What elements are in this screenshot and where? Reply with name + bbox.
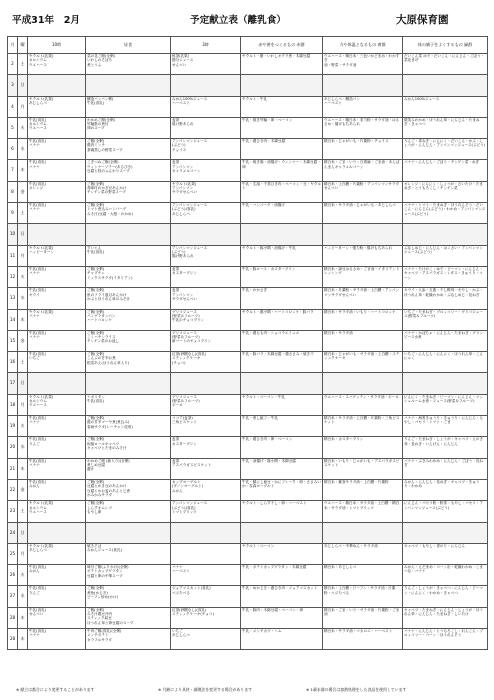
- yellow-group-cell: [323, 224, 403, 245]
- snack-10-cell: 牛乳(食乳) バナナ: [28, 416, 86, 437]
- yellow-group-cell: 精白米・じゃがいも・サラダ油・上白糖・スティックケーキ: [323, 352, 403, 373]
- green-group-cell: ぶなしめじ・にんじん・はくさい・アンパンマンジュース(ぶどう): [403, 245, 488, 266]
- snack-10-cell: 牛乳(食乳) カルシウム ウエハース: [28, 117, 86, 138]
- table-row: [8, 629, 488, 650]
- day-cell: 2: [8, 54, 18, 75]
- table-row: [8, 416, 488, 437]
- weekday-cell: 水: [18, 586, 28, 607]
- green-group-cell: キャベツ・もやし・青のり・にんじん: [403, 543, 488, 564]
- green-group-cell: みかん・えだまめ・コーン缶・乾燥わかめ・こまつな・バナナ: [403, 565, 488, 586]
- lunch-cell: [86, 522, 171, 543]
- red-group-cell: 牛乳・焼き竹輪・卵・ベーコン: [241, 117, 323, 138]
- table-row: [8, 288, 488, 309]
- yellow-group-cell: 精白米・じゃがいも・片栗粉・チョイス: [323, 139, 403, 160]
- snack-10-cell: 牛乳(食乳) せんべい: [28, 607, 86, 628]
- red-group-cell: ヤクルト・鶏小間・ハートコロッケ・豚バラ: [241, 309, 323, 330]
- snack-3-cell: 紅茶(砂糖なし)(食乳) スティックケーキ (チョコ): [171, 352, 241, 373]
- lunch-cell: ご飯(全粥) 香味付わかぎ豆あんかけ チンゲン菜の野菜スープ: [86, 181, 171, 202]
- weekday-cell: 土: [18, 203, 28, 224]
- snack-10-cell: ヤクルト(乳果) カルシウム ウエハース: [28, 394, 86, 415]
- day-cell: 7: [8, 160, 18, 181]
- table-row: [8, 96, 488, 117]
- weekday-cell: 月: [18, 96, 28, 117]
- weekday-cell: 火: [18, 565, 28, 586]
- snack-10-cell: 牛乳(食乳) バナナ: [28, 160, 86, 181]
- day-cell: 26: [8, 565, 18, 586]
- lunch-cell: わかめご飯(全粥) 竹輪麩の煮付 卵のスープ: [86, 117, 171, 138]
- table-row: [8, 479, 488, 500]
- red-group-cell: 牛乳・鶏もも肉・ショコラエミュエ: [241, 330, 323, 351]
- column-header-green-group: 体の調子をよくするもの 緑群: [403, 37, 488, 54]
- day-cell: 9: [8, 203, 18, 224]
- weekday-cell: 金: [18, 479, 28, 500]
- red-group-cell: 牛乳・豚バラ・木綿豆腐・鶏ささみ・焼き干: [241, 352, 323, 373]
- column-header-weekday: 曜: [18, 37, 28, 54]
- lunch-cell: ご飯(全粥) みそ汁鶏豆冷肉 スティック結豆 ほうれん草と卵豆腐のスープ: [86, 607, 171, 628]
- table-row: [8, 266, 488, 287]
- yellow-group-cell: 精白米・上白糖・ビーフン・サラダ油・片栗粉・ベジたべる: [323, 586, 403, 607]
- table-row: [8, 224, 488, 245]
- yellow-group-cell: [323, 373, 403, 394]
- lunch-cell: ご飯(全粥) パングラタンパン ハートコロッケ: [86, 309, 171, 330]
- day-cell: 8: [8, 181, 18, 202]
- table-row: [8, 54, 488, 75]
- green-group-cell: りんご・しょうが・きゃべつ・にんじん・ピーマン・にんにく・わかめ・きゃべつ: [403, 586, 488, 607]
- snack-10-cell: 牛乳(食乳) りんご: [28, 437, 86, 458]
- table-row: [8, 160, 488, 181]
- snack-3-cell: バナナ ハーベスト: [171, 565, 241, 586]
- table-row: [8, 522, 488, 543]
- yellow-group-cell: 精白米・ごま・いり・白胡麻・ごま油・あんぱんまんキャラメルコーン: [323, 160, 403, 181]
- day-cell: 23: [8, 501, 18, 522]
- day-cell: 24: [8, 522, 18, 543]
- snack-3-cell: 麦茶 アンパンマン キャラメルコーン: [171, 160, 241, 181]
- yellow-group-cell: 精白米・サラダ油・上白糖・片栗粉・三角ビスケット: [323, 416, 403, 437]
- page-title: 予定献立表（離乳食）: [190, 15, 286, 26]
- day-cell: 14: [8, 309, 18, 330]
- snack-3-cell: いちご あじしらべ: [171, 629, 241, 650]
- green-group-cell: [403, 75, 488, 96]
- red-group-cell: 牛乳・わかさぎ: [241, 288, 323, 309]
- weekday-cell: 水: [18, 139, 28, 160]
- snack-10-cell: 牛乳(食乳) バナナ: [28, 330, 86, 351]
- footer-note: ※ 1歳未満の場合は加熱処理をした食品を使用しています: [306, 687, 407, 692]
- table-row: [8, 373, 488, 394]
- red-group-cell: ヤクルト・ベーコン: [241, 543, 323, 564]
- green-group-cell: だいこん菜 ゆで・だいこん・にんじん・ごぼう・菜花まぜ: [403, 54, 488, 75]
- yellow-group-cell: ウエハース・スパゲッティ・サラダ油・ボーロ: [323, 394, 403, 415]
- snack-3-cell: 極茶(乳果) 節分ジュース せんべい: [171, 54, 241, 75]
- green-group-cell: にんじん・パセリ粉・粉茶・もやし・パセリ・アンパンマンジュース(ぶどう): [403, 501, 488, 522]
- day-cell: 13: [8, 288, 18, 309]
- red-group-cell: [241, 224, 323, 245]
- weekday-cell: 木: [18, 458, 28, 479]
- lunch-cell: すいとん 牛乳(食乳): [86, 245, 171, 266]
- lunch-cell: 焼きそば みかんジュース(食乳): [86, 543, 171, 564]
- red-group-cell: ヤクルト・ベーコン・牛乳: [241, 394, 323, 415]
- green-group-cell: 微笑みわかめ・ほうれん草・にんじん・たまねぎ・きゃべつ: [403, 117, 488, 138]
- yellow-group-cell: 精白米・上白糖・片栗粉・アンパンマンサラダせんべい: [323, 181, 403, 202]
- red-group-cell: ヤクルト・節・いわしオクラ煮・木綿豆腐: [241, 54, 323, 75]
- red-group-cell: 牛乳・ハンバーグ・油揚げ: [241, 203, 323, 224]
- weekday-cell: 金: [18, 181, 28, 202]
- green-group-cell: バナナ・にんじん・とうもろこし・れんこん・ブロッコリー・コーン・ほうれんそう: [403, 629, 488, 650]
- yellow-group-cell: ハッピーターン・強力粉・揚げもちあられ: [323, 245, 403, 266]
- table-row: [8, 309, 488, 330]
- snack-3-cell: アンパンマンジュース (ぶどう)(食乳) あじしらべ: [171, 203, 241, 224]
- red-group-cell: 牛乳・煮し鮭フ・牛乳: [241, 416, 323, 437]
- green-group-cell: [403, 224, 488, 245]
- table-row: [8, 607, 488, 628]
- green-group-cell: りんご・たまねぎ・しょうが・キャベツ・えのき茸・長ねぎ・いんげん・にんじん: [403, 437, 488, 458]
- snack-10-cell: 牛乳(食乳) バナナ: [28, 629, 86, 650]
- weekday-cell: 火: [18, 416, 28, 437]
- red-group-cell: ヤクルト・しらす干し・卵・ハーベスト: [241, 501, 323, 522]
- yellow-group-cell: 精白米・あじしらべ: [323, 565, 403, 586]
- snack-3-cell: ジョアマスカット(食乳) ベジたべる: [171, 586, 241, 607]
- column-header-day: 月: [8, 37, 18, 54]
- snack-10-cell: ヤクルト(乳果) あじしらべ: [28, 96, 86, 117]
- lunch-cell: ご飯(全粥) チャプチェ ミックスサラダ(イタリアン): [86, 266, 171, 287]
- yellow-group-cell: 精白米・雑食サラダ油・上白糖・片栗粉: [323, 479, 403, 500]
- snack-3-cell: [171, 543, 241, 564]
- snack-10-cell: [28, 75, 86, 96]
- weekday-cell: 木: [18, 607, 28, 628]
- red-group-cell: [241, 373, 323, 394]
- yellow-group-cell: [323, 75, 403, 96]
- snack-10-cell: [28, 224, 86, 245]
- snack-10-cell: 牛乳(食乳) バナナ: [28, 266, 86, 287]
- weekday-cell: 月: [18, 394, 28, 415]
- footer-notes: [0, 687, 494, 695]
- snack-10-cell: 牛乳(食乳) バナナ: [28, 139, 86, 160]
- table-row: [8, 501, 488, 522]
- red-group-cell: 牛乳・焼き豚・油揚げ・ウィンナー・木綿豆腐・卵: [241, 160, 323, 181]
- table-header-row: [8, 37, 488, 54]
- snack-3-cell: グリコジュース (野菜＆フルーツ) 牛乳のチョコプリン: [171, 309, 241, 330]
- snack-10-cell: ヤクルト(乳果) カルシウム ウエハース: [28, 54, 86, 75]
- yellow-group-cell: ウエハース・精白米・非力粉・サラダ油・はるさめ・揚げもちあられ: [323, 117, 403, 138]
- red-group-cell: 牛乳・鶏ひき肉・卵・ベーコン: [241, 437, 323, 458]
- lunch-cell: こぎつねご飯(全粥) ウィンナーソテー(あるびき) 豆腐と枝のふんわりスープ: [86, 160, 171, 181]
- lunch-cell: [86, 75, 171, 96]
- footer-note: ※ 月齢により具材・調理法を変更する場合があります: [158, 687, 252, 692]
- snack-3-cell: アンパンマンジュース (ぶどう) チョイス: [171, 139, 241, 160]
- red-group-cell: 牛乳・豚肉・木綿豆腐・ベーコン・卵: [241, 607, 323, 628]
- day-cell: 17: [8, 373, 18, 394]
- snack-10-cell: [28, 522, 86, 543]
- day-cell: 15: [8, 330, 18, 351]
- snack-10-cell: ヤクルト(乳果) あじしらべ: [28, 543, 86, 564]
- yellow-group-cell: あじしらべ・醸造パン ハーベスト: [323, 96, 403, 117]
- table-row: [8, 352, 488, 373]
- red-group-cell: 牛乳・鶏ひき肉・木綿豆腐: [241, 139, 323, 160]
- green-group-cell: いちご・たまねぎ・ブロッコリー・グリコジュース(野菜＆フルーツ): [403, 309, 488, 330]
- snack-3-cell: [171, 75, 241, 96]
- snack-3-cell: ココア(麦茶) 三角ビスケット: [171, 416, 241, 437]
- yellow-group-cell: 精白米・緑豆はるさめ・ごま油・イタリアンドレッシング: [323, 266, 403, 287]
- lunch-cell: ご飯(全粥) 鶏肉ミンチ 茶碗蒸しの野菜スープ: [86, 139, 171, 160]
- lunch-cell: ご飯(全粥) しらすオムレツ もやし卵: [86, 501, 171, 522]
- table-row: [8, 394, 488, 415]
- green-group-cell: キャベツ・たまねぎ・にんじん・しょうが・ほうれん草・にんじん・たまねぎ・しいたけ: [403, 607, 488, 628]
- weekday-cell: 日: [18, 75, 28, 96]
- snack-10-cell: 牛乳(食乳) バナナ: [28, 203, 86, 224]
- weekday-cell: 水: [18, 437, 28, 458]
- green-group-cell: バナナ・たけのこ・ゆで・ピーマン・にんじん・キャベツ・アスパラガス・レタス・きゅうり・コーン: [403, 266, 488, 287]
- lunch-cell: [86, 373, 171, 394]
- green-group-cell: にんにく・たまねぎ・ピーマン・にんじん・マッシュルーム水煮・ジュース(野菜＆フルーツ): [403, 394, 488, 415]
- snack-3-cell: [171, 373, 241, 394]
- green-group-cell: みかん・にんじん・長ねぎ・キャベツ・きゅうり・わかめ: [403, 479, 488, 500]
- lunch-cell: 牛肉ご飯(食乳)(全粥) メンチポテト カラフルサラダ: [86, 629, 171, 650]
- lunch-cell: ご飯(全粥) トマト煮込みハンバーグ みそ汁(豆腐・大根・わかめ): [86, 203, 171, 224]
- weekday-cell: 金: [18, 330, 28, 351]
- school-name: 大原保育園: [396, 14, 449, 26]
- yellow-group-cell: 精白米・片栗粉・サラダ油・上白糖・アンパンマンサラダせんべい: [323, 288, 403, 309]
- table-row: [8, 586, 488, 607]
- yellow-group-cell: あじしらべ・中華めん・サラダ油: [323, 543, 403, 564]
- weekday-cell: 月: [18, 245, 28, 266]
- snack-3-cell: 麦茶 アスパラガスビスケット: [171, 458, 241, 479]
- table-row: [8, 245, 488, 266]
- day-cell: 20: [8, 437, 18, 458]
- weekday-cell: 火: [18, 117, 28, 138]
- weekday-cell: 日: [18, 373, 28, 394]
- yellow-group-cell: 精白米・サラダ油・いもり・ハートコロッケ: [323, 309, 403, 330]
- table-row: [8, 117, 488, 138]
- yellow-group-cell: 精白米・いもり・じゃがいも・アスパラガスビスケット: [323, 458, 403, 479]
- snack-10-cell: 牛乳(食乳) みかん: [28, 479, 86, 500]
- snack-3-cell: ヤクルト(乳果) アンパンマン サラダせんべい: [171, 181, 241, 202]
- menu-table: [7, 36, 488, 650]
- day-cell: 19: [8, 416, 18, 437]
- red-group-cell: 牛乳・豚ロース・カスタープリン: [241, 266, 323, 287]
- red-group-cell: 牛乳・生湯・干蒸ひき肉・ベーコン・豆・ヤクルト: [241, 181, 323, 202]
- table-row: [8, 543, 488, 564]
- table-row: [8, 437, 488, 458]
- snack-3-cell: アンパンマンジュース (ぶどう)(食乳) トマトプリッツ: [171, 501, 241, 522]
- snack-3-cell: 麦茶 焼け野あられ: [171, 117, 241, 138]
- snack-3-cell: 紅茶(砂糖なし)(食乳) スティックケーキ(チョコ): [171, 607, 241, 628]
- yellow-group-cell: 精白米・カスタープリン: [323, 437, 403, 458]
- red-group-cell: 牛乳・メンチカツ・ハム: [241, 629, 323, 650]
- table-row: [8, 565, 488, 586]
- green-group-cell: [403, 522, 488, 543]
- lunch-cell: ご飯(全粥) こくハヤシライス チンゲン菜のお浸し: [86, 330, 171, 351]
- snack-3-cell: カップヨーグルト (ダノンヨーグルト) みかん: [171, 479, 241, 500]
- day-cell: 28: [8, 629, 18, 650]
- weekday-cell: 木: [18, 160, 28, 181]
- red-group-cell: [241, 522, 323, 543]
- weekday-cell: 水: [18, 288, 28, 309]
- snack-3-cell: みかん100%ジュース ハーベスト: [171, 96, 241, 117]
- snack-10-cell: 牛乳(食乳) みかん: [28, 565, 86, 586]
- weekday-cell: 土: [18, 501, 28, 522]
- green-group-cell: バナナ・にんじん・ごぼう・チンゲン菜・ねぎ: [403, 160, 488, 181]
- snack-3-cell: 麦茶 カスタープリン: [171, 266, 241, 287]
- red-group-cell: 牛乳・油揚げ・豚小間・木綿豆腐: [241, 458, 323, 479]
- table-row: [8, 203, 488, 224]
- snack-10-cell: 牛乳(食乳) バナナ: [28, 458, 86, 479]
- red-group-cell: [241, 75, 323, 96]
- yellow-group-cell: ウエハース・精白米・サラダ油・上白糖・精白米・サラダ油・トマトプリッツ: [323, 501, 403, 522]
- table-row: [8, 458, 488, 479]
- green-group-cell: いちご・にんじん・にんにく・ほうれん草・こんにゃく: [403, 352, 488, 373]
- lunch-cell: わかめご飯 (新入り)(全粥) 煮しめ豆腐 醤汁: [86, 458, 171, 479]
- weekday-cell: 木: [18, 309, 28, 330]
- snack-3-cell: 麦茶 カスタープリン: [171, 437, 241, 458]
- yellow-group-cell: 精白米・サラダ油: [323, 330, 403, 351]
- yellow-group-cell: 精白米・サラダ油・マカロニ・ハーベスト: [323, 629, 403, 650]
- lunch-cell: 醸造パンパン粥) 牛乳(食乳): [86, 96, 171, 117]
- table-row: [8, 139, 488, 160]
- red-group-cell: ヤクルト・豚小間・油揚げ・牛乳: [241, 245, 323, 266]
- lunch-cell: ご飯(全粥) 和風ロールキャベツ キャベツとたまのみそ汁: [86, 437, 171, 458]
- snack-10-cell: ヤクルト(乳果) ハッピーターン: [28, 245, 86, 266]
- day-cell: 28: [8, 607, 18, 628]
- table-row: [8, 330, 488, 351]
- snack-10-cell: ヤクルト(乳果) カルシウム ウエハース: [28, 501, 86, 522]
- era-month: 平成31年 2月: [12, 15, 80, 26]
- lunch-cell: 菜の花ご飯(全粥) いわしのそぼろ 煮とうふ: [86, 54, 171, 75]
- day-cell: 12: [8, 266, 18, 287]
- day-cell: 6: [8, 139, 18, 160]
- snack-3-cell: グリコジュース (野菜＆フルーツ) ボーロ: [171, 394, 241, 415]
- day-cell: 25: [8, 543, 18, 564]
- table-row: [8, 75, 488, 96]
- green-group-cell: バナナ・海苔きゅうり・きゅうり・にんじん・もやし・パセリ・トマト・ごま: [403, 416, 488, 437]
- red-group-cell: 牛乳・めかじき・鶏ひき肉・ジョアマスカット: [241, 586, 323, 607]
- snack-10-cell: 牛乳(食乳) キウイ: [28, 288, 86, 309]
- snack-3-cell: [171, 522, 241, 543]
- snack-10-cell: 牛乳(食乳) オレンジ: [28, 181, 86, 202]
- weekday-cell: 土: [18, 54, 28, 75]
- day-cell: 10: [8, 224, 18, 245]
- snack-10-cell: 牛乳(食乳) いちご: [28, 352, 86, 373]
- table-row: [8, 181, 488, 202]
- snack-3-cell: 麦茶 アンパンマン サラダせんべい: [171, 288, 241, 309]
- green-group-cell: りんご・青ねぎ・にんにく・だいこん・かぶ・しょうが・にんじん・アンパンマンジュース(ぶどう): [403, 139, 488, 160]
- day-cell: 27: [8, 586, 18, 607]
- weekday-cell: 火: [18, 266, 28, 287]
- snack-10-cell: ヤクルト(乳果) バナナ: [28, 309, 86, 330]
- lunch-cell: ご飯(全粥) 魚のフライ風目あんかけ かぶとほうれん草のみそ汁: [86, 288, 171, 309]
- snack-3-cell: グリコジュース (野菜＆フルーツ) 新バートのチョコプリン: [171, 330, 241, 351]
- column-header-red-group: 赤や黄をつくるもの 赤群: [241, 37, 323, 54]
- menu-rows: [8, 54, 488, 650]
- yellow-group-cell: 精白米・ごま・いり・サラダ油・片栗粉・ごま油: [323, 607, 403, 628]
- green-group-cell: [403, 373, 488, 394]
- page-header: [0, 12, 494, 28]
- weekday-cell: 日: [18, 522, 28, 543]
- red-group-cell: 牛乳・ポテトカップグラタン・木綿豆腐: [241, 565, 323, 586]
- green-group-cell: オレンジ・にんにく・しょうが・さいたけ・たまねぎ・とうもろこし・チンゲン菜: [403, 181, 488, 202]
- lunch-cell: ご飯(全粥) 鶏の甘辛ゴーヤ煮(煮込み) 春雨サラダ(レーチャン佳肴): [86, 416, 171, 437]
- weekday-cell: 土: [18, 352, 28, 373]
- red-group-cell: 牛乳・鯖にし亜豆・かにフレーク・卵・ささみいか・雪森ヨーグルト: [241, 479, 323, 500]
- lunch-cell: ご飯(全粥) こんぶの甘辛お煮 根菜あえ(ほうれん草入り): [86, 352, 171, 373]
- green-group-cell: キウイ・人参・玉葱・干し椎茸・モやし・かぶ・ほうれん草・乾燥わかめ・ぶなしめじ・長ねぎ: [403, 288, 488, 309]
- day-cell: 16: [8, 352, 18, 373]
- lunch-cell: 味付ご飯(ふりかけ)(全粥) ポテトカップグラタン 豆腐と卵の中華スープ: [86, 565, 171, 586]
- green-group-cell: バナナ・ぶきみわかめ・にんじん・ごぼう・長ねぎ: [403, 458, 488, 479]
- green-group-cell: バナナ・トマト・たまねぎ・ほうれんそう・だいこん・にんじん(ぶどう)・わかめ・アンパンマンジュース(ぶどう): [403, 203, 488, 224]
- green-group-cell: みかん100%ジュース: [403, 96, 488, 117]
- yellow-group-cell: [323, 522, 403, 543]
- lunch-cell: ご飯(全粥) 煮魚(かじき) ビーフン炒め(かけ): [86, 586, 171, 607]
- weekday-cell: 月: [18, 543, 28, 564]
- day-cell: 5: [8, 117, 18, 138]
- day-cell: 4: [8, 96, 18, 117]
- day-cell: 11: [8, 245, 18, 266]
- day-cell: 18: [8, 394, 18, 415]
- weekday-cell: 日: [18, 224, 28, 245]
- snack-3-cell: [171, 224, 241, 245]
- snack-10-cell: 牛乳(食乳) りんご: [28, 586, 86, 607]
- yellow-group-cell: 精白米・サラダ油・じゃがいも・あじしらべ: [323, 203, 403, 224]
- red-group-cell: ヤクルト・牛乳: [241, 96, 323, 117]
- lunch-cell: [86, 224, 171, 245]
- column-header-snack-10: 10時: [28, 37, 86, 54]
- snack-10-cell: [28, 373, 86, 394]
- day-cell: 22: [8, 479, 18, 500]
- weekday-cell: 木: [18, 629, 28, 650]
- lunch-cell: ナポリタン 牛乳(食乳): [86, 394, 171, 415]
- footer-note: ※ 献立は都合により変更することがあります: [16, 687, 95, 692]
- green-group-cell: バナナ・かぼちゃ・にんじん・たまねぎ・グリンピース水煮: [403, 330, 488, 351]
- day-cell: 21: [8, 458, 18, 479]
- column-header-lunch: 昼食: [86, 37, 171, 54]
- column-header-snack-3: 3時: [171, 37, 241, 54]
- yellow-group-cell: ウエハース・精白米・三色いかどまめ・わかすぎ 油・野菜・サラダ油: [323, 54, 403, 75]
- column-header-yellow-group: 力や体温となるもの 黄群: [323, 37, 403, 54]
- snack-3-cell: アンパンマンジュース (ぶどう) 揚げ野あられ: [171, 245, 241, 266]
- lunch-cell: ご飯(全粥) 豆腐とかき豆のあんかけ 豆腐とかお麦のあんとじ煮 かみかみサラダ: [86, 479, 171, 500]
- day-cell: 3: [8, 75, 18, 96]
